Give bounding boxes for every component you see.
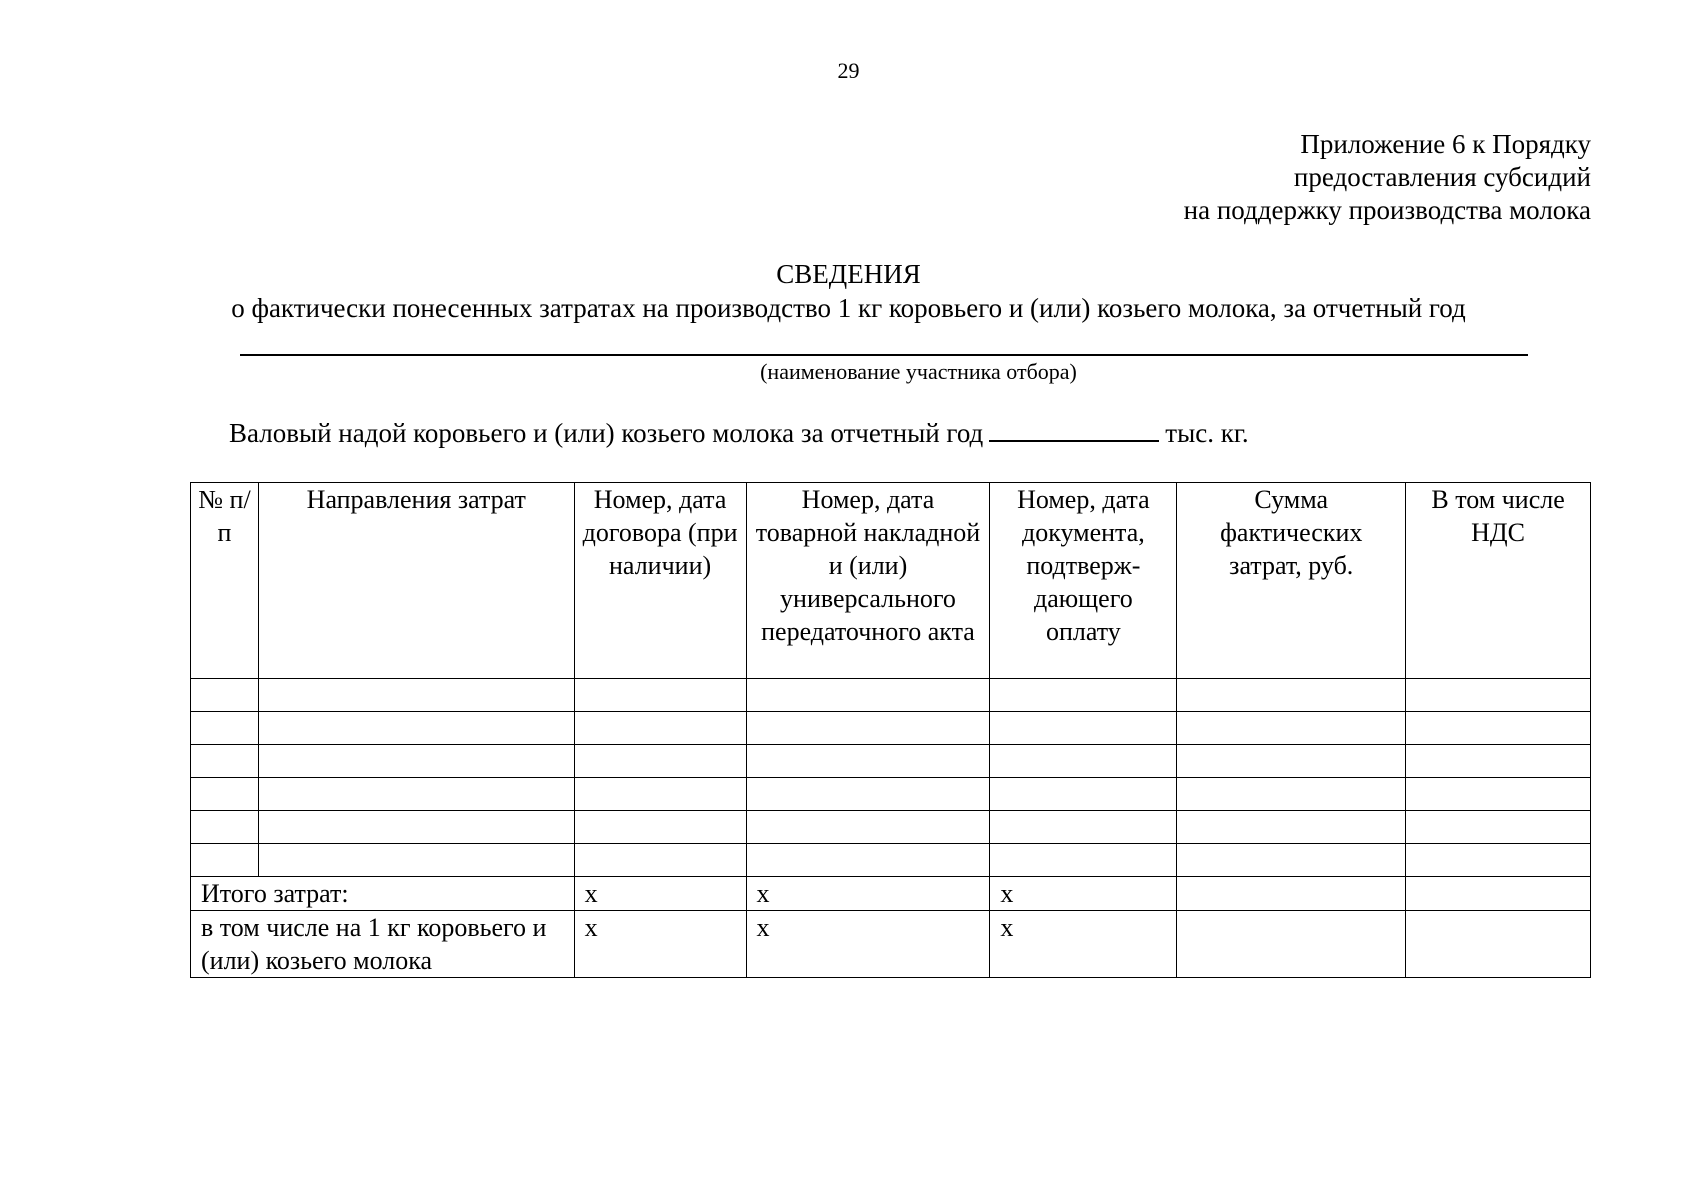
per-kg-row [191, 911, 1591, 978]
table-cell[interactable] [1177, 844, 1406, 877]
table-cell[interactable] [1177, 778, 1406, 811]
header-vat: В том числе НДС [1406, 483, 1591, 679]
table-cell[interactable] [746, 712, 990, 745]
table-cell[interactable] [990, 712, 1177, 745]
table-cell[interactable] [191, 679, 259, 712]
table-cell[interactable] [1406, 679, 1591, 712]
gross-yield-label: Валовый надой коровьего и (или) козьего молока за отчетный год [229, 418, 984, 448]
table-cell[interactable] [191, 811, 259, 844]
participant-name-caption: (наименование участника отбора) [760, 359, 1077, 384]
total-payment-x: х [990, 877, 1177, 911]
table-cell[interactable] [574, 745, 746, 778]
table-cell[interactable] [258, 745, 574, 778]
total-invoice-x: х [746, 877, 990, 911]
table-cell[interactable] [1177, 811, 1406, 844]
table-header-row [191, 483, 1591, 679]
per-kg-contract-x: х [574, 911, 746, 978]
total-contract-x: х [574, 877, 746, 911]
table-cell[interactable] [1406, 712, 1591, 745]
table-cell[interactable] [191, 745, 259, 778]
table-row [191, 778, 1591, 811]
table-cell[interactable] [574, 712, 746, 745]
table-cell[interactable] [258, 679, 574, 712]
per-kg-label: в том числе на 1 кг коровьего и (или) козьего молока [191, 911, 575, 978]
table-cell[interactable] [746, 679, 990, 712]
table-cell[interactable] [990, 745, 1177, 778]
appendix-reference [1184, 128, 1591, 227]
table-cell[interactable] [1406, 778, 1591, 811]
table-cell[interactable] [574, 679, 746, 712]
table-cell[interactable] [990, 679, 1177, 712]
table-cell[interactable] [746, 844, 990, 877]
table-row [191, 844, 1591, 877]
table-cell[interactable] [990, 778, 1177, 811]
table-cell[interactable] [574, 844, 746, 877]
appendix-line-2: предоставления субсидий [1293, 162, 1591, 192]
table-cell[interactable] [990, 811, 1177, 844]
header-actual-costs: Сумма фактических затрат, руб. [1177, 483, 1406, 679]
table-cell[interactable] [191, 778, 259, 811]
table-cell[interactable] [746, 745, 990, 778]
costs-table [190, 482, 1591, 978]
table-cell[interactable] [1406, 844, 1591, 877]
table-cell[interactable] [191, 844, 259, 877]
total-vat-cell[interactable] [1406, 877, 1591, 911]
appendix-line-3: на поддержку производства молока [1183, 195, 1591, 225]
header-contract: Номер, дата договора (при наличии) [574, 483, 746, 679]
table-cell[interactable] [990, 844, 1177, 877]
table-cell[interactable] [574, 811, 746, 844]
header-cost-direction: Направления затрат [258, 483, 574, 679]
document-subtitle: о фактически понесенных затратах на производство 1 кг коровьего и (или) козьего молока, за отчетный год [231, 293, 1466, 323]
table-row [191, 745, 1591, 778]
table-cell[interactable] [191, 712, 259, 745]
table-cell[interactable] [1177, 745, 1406, 778]
table-cell[interactable] [1406, 745, 1591, 778]
table-cell[interactable] [1406, 811, 1591, 844]
header-invoice: Номер, дата товарной накладной и (или) универсального передаточного акта [746, 483, 990, 679]
gross-yield-line [229, 418, 1249, 449]
per-kg-costs-cell[interactable] [1177, 911, 1406, 978]
gross-yield-unit: тыс. кг. [1165, 418, 1249, 448]
table-cell[interactable] [1177, 679, 1406, 712]
appendix-line-1: Приложение 6 к Порядку [1300, 129, 1591, 159]
table-cell[interactable] [746, 811, 990, 844]
page-number: 29 [837, 58, 860, 83]
table-cell[interactable] [1177, 712, 1406, 745]
per-kg-invoice-x: х [746, 911, 990, 978]
table-cell[interactable] [746, 778, 990, 811]
table-row [191, 811, 1591, 844]
per-kg-payment-x: х [990, 911, 1177, 978]
header-payment-document: Номер, дата документа, подтверж-дающего оплату [990, 483, 1177, 679]
total-label: Итого затрат: [191, 877, 575, 911]
table-cell[interactable] [258, 844, 574, 877]
table-cell[interactable] [258, 811, 574, 844]
table-cell[interactable] [574, 778, 746, 811]
table-row [191, 712, 1591, 745]
document-title: СВЕДЕНИЯ [776, 259, 921, 289]
total-costs-cell[interactable] [1177, 877, 1406, 911]
total-row [191, 877, 1591, 911]
gross-yield-blank[interactable] [989, 418, 1159, 442]
table-cell[interactable] [258, 778, 574, 811]
table-row [191, 679, 1591, 712]
table-cell[interactable] [258, 712, 574, 745]
header-number: № п/п [191, 483, 259, 679]
participant-name-line[interactable] [240, 354, 1528, 356]
per-kg-vat-cell[interactable] [1406, 911, 1591, 978]
